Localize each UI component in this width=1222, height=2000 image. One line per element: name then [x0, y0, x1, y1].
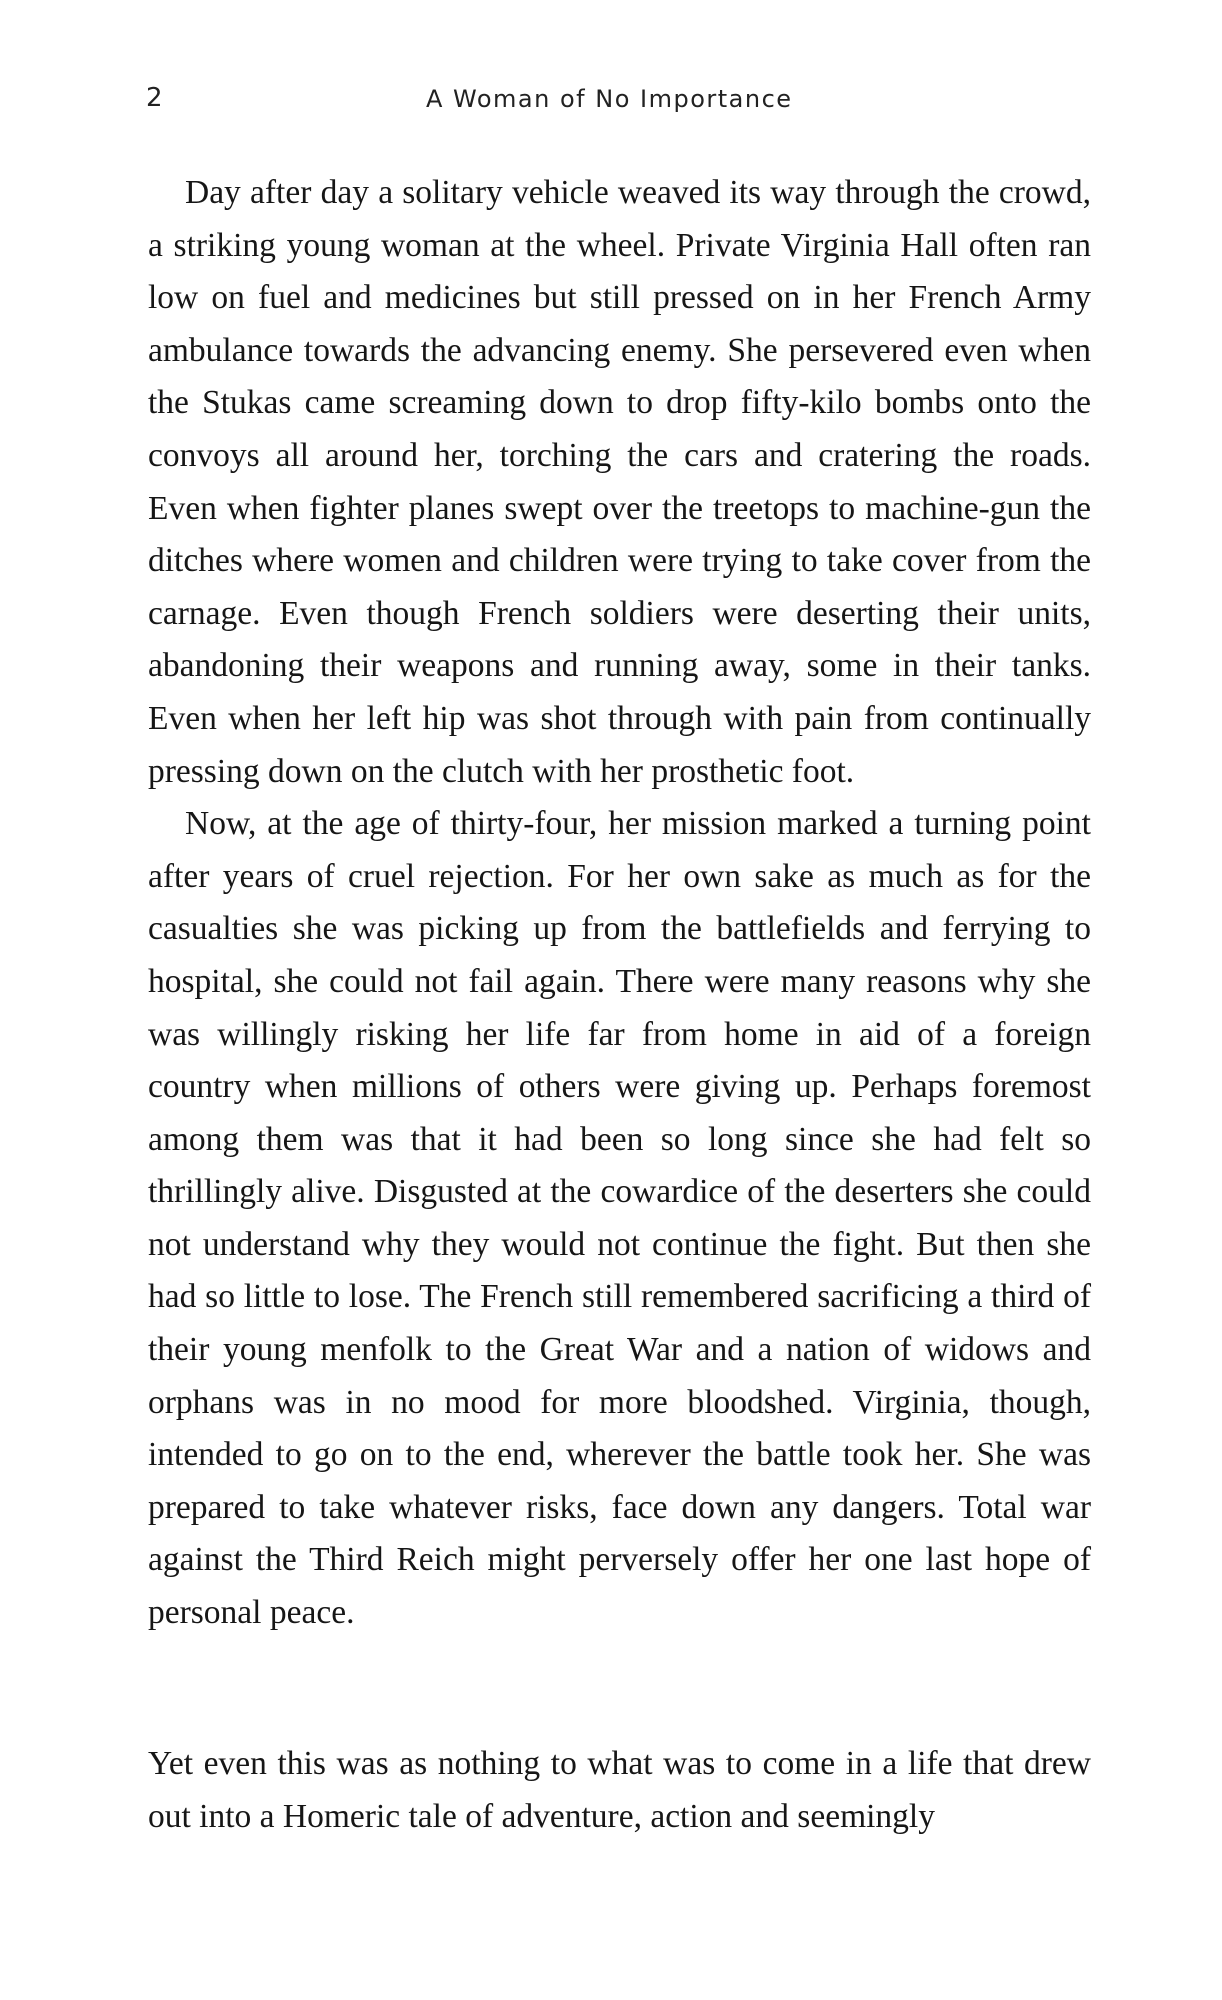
body-text-section: [148, 167, 1091, 1640]
running-head: A Woman of No Importance: [426, 85, 793, 113]
page-number: 2: [146, 83, 164, 113]
paragraph-1: Day after day a solitary vehicle weaved its way through the crowd, a striking young woman at the wheel. Private Virginia Hall often ran low on fuel and medicines but still pressed on in her French Army ambulance towards the advancing enemy. She persevered even when the Stukas came screaming down to drop fifty-kilo bombs onto the convoys all around her, torching the cars and cratering the roads. Even when fighter planes swept over the treetops to machine-gun the ditches where women and children were trying to take cover from the carnage. Even though French soldiers were deserting their units, abandoning their weapons and running away, some in their tanks. Even when her left hip was shot through with pain from continually pressing down on the clutch with her prosthetic foot.: [148, 174, 1091, 790]
paragraph-2: Now, at the age of thirty-four, her mission marked a turning point after years of cruel rejection. For her own sake as much as for the casualties she was picking up from the battlefields and ferrying to hospital, she could not fail again. There were many reasons why she was willingly risking her life far from home in aid of a foreign country when millions of others were giving up. Perhaps foremost among them was that it had been so long since she had felt so thrillingly alive. Disgusted at the cowardice of the deserters she could not understand why they would not continue the fight. But then she had so little to lose. The French still remembered sacrificing a third of their young menfolk to the Great War and a nation of widows and orphans was in no mood for more bloodshed. Virginia, though, intended to go on to the end, wherever the battle took her. She was prepared to take whatever risks, face down any dangers. Total war against the Third Reich might perversely offer her one last hope of personal peace.: [148, 805, 1091, 1632]
body-text-section-break: [148, 1738, 1091, 1843]
paragraph-3: Yet even this was as nothing to what was to come in a life that drew out into a Homeric tale of adventure, action and seemingly: [148, 1745, 1091, 1835]
